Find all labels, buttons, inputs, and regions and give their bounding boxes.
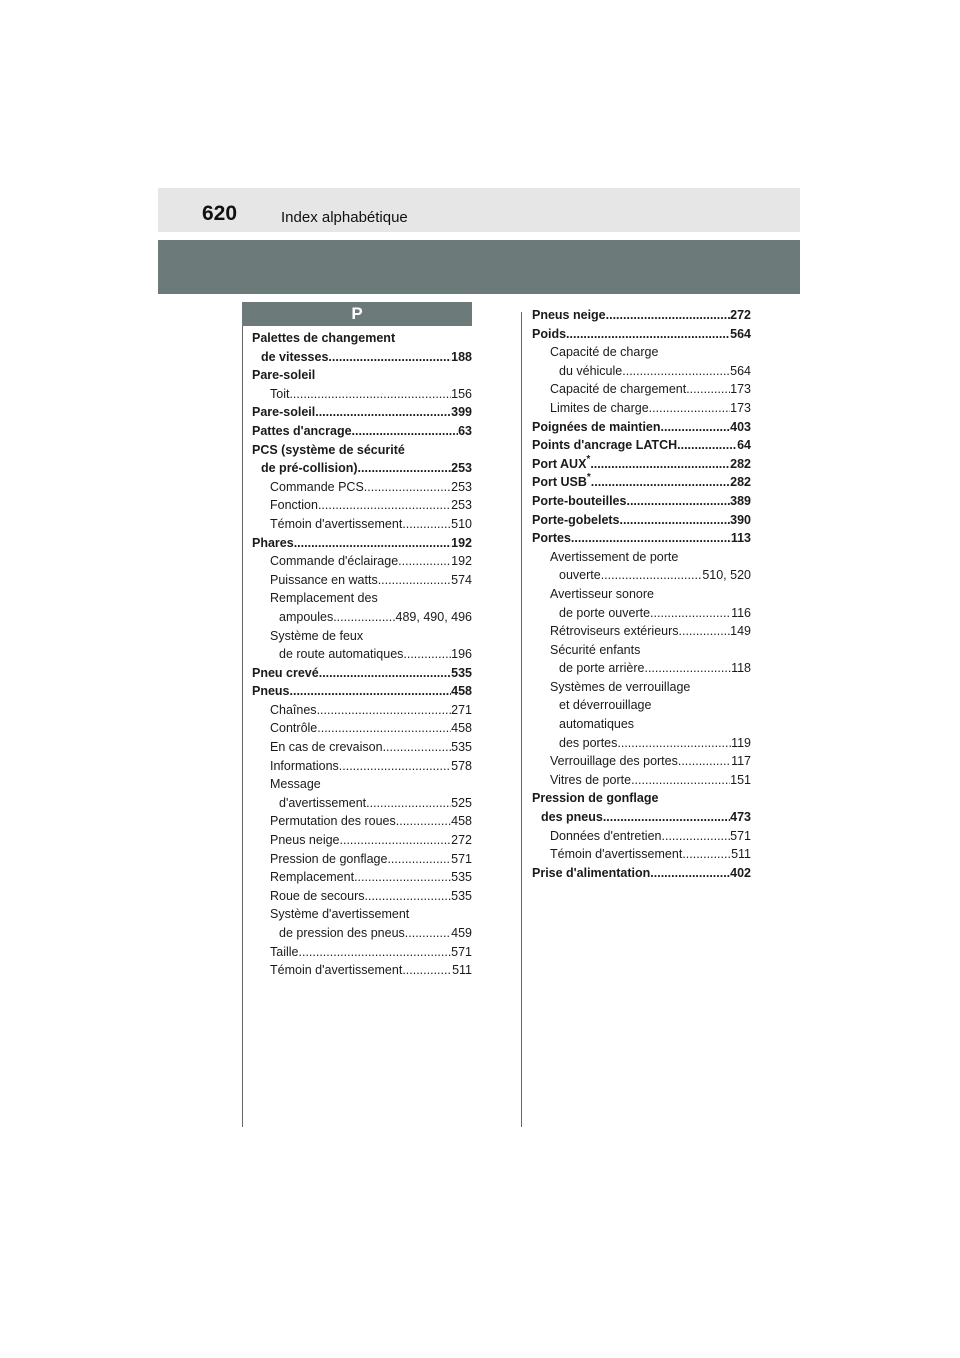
index-entry bbox=[532, 771, 751, 790]
leader-dots bbox=[650, 604, 731, 623]
page-reference: 118 bbox=[731, 661, 751, 676]
page-reference: 473 bbox=[730, 810, 751, 825]
entry-label: Sécurité enfants bbox=[550, 642, 641, 657]
footnote-marker: * bbox=[586, 454, 591, 465]
page-reference: 116 bbox=[731, 605, 751, 620]
page-reference: 525 bbox=[451, 795, 472, 810]
entry-label: Pression de gonflage bbox=[532, 791, 659, 806]
index-entry bbox=[252, 719, 472, 738]
index-entry bbox=[252, 496, 472, 515]
page-reference: 63 bbox=[458, 423, 472, 438]
index-entry bbox=[252, 478, 472, 497]
index-entry bbox=[532, 399, 751, 418]
entry-label: Port AUX* bbox=[532, 454, 591, 471]
index-entry bbox=[252, 682, 472, 701]
page-number: 620 bbox=[202, 202, 238, 225]
page-reference: 173 bbox=[730, 400, 751, 415]
index-entry bbox=[532, 585, 751, 604]
entry-label: Porte-bouteilles bbox=[532, 493, 627, 508]
index-entry bbox=[532, 715, 751, 734]
page-reference: 253 bbox=[451, 479, 472, 494]
page-reference: 535 bbox=[451, 740, 472, 755]
page-reference: 390 bbox=[730, 512, 751, 527]
entry-label: Prise d'alimentation bbox=[532, 865, 651, 880]
leader-dots bbox=[383, 738, 452, 757]
index-entry bbox=[532, 678, 751, 697]
leader-dots bbox=[315, 403, 451, 422]
index-entry bbox=[252, 385, 472, 404]
entry-label: d'avertissement bbox=[279, 795, 367, 810]
entry-label: Capacité de charge bbox=[550, 345, 659, 360]
page-reference: 535 bbox=[451, 665, 472, 680]
leader-dots bbox=[631, 771, 730, 790]
leader-dots bbox=[626, 492, 730, 511]
entry-label: Pattes d'ancrage bbox=[252, 423, 352, 438]
index-entry bbox=[252, 552, 472, 571]
index-entry bbox=[532, 362, 751, 381]
entry-label: Vitres de porte bbox=[550, 772, 632, 787]
page-reference: 574 bbox=[451, 572, 472, 587]
entry-label: Commande d'éclairage bbox=[270, 554, 399, 569]
leader-dots bbox=[590, 455, 730, 474]
page-reference: 173 bbox=[730, 382, 751, 397]
leader-dots bbox=[352, 422, 459, 441]
page-reference: 151 bbox=[730, 772, 751, 787]
index-entry bbox=[252, 627, 472, 646]
leader-dots bbox=[299, 943, 452, 962]
index-entry bbox=[532, 622, 751, 641]
page-reference: 578 bbox=[451, 758, 472, 773]
leader-dots bbox=[328, 348, 451, 367]
entry-label: Système d'avertissement bbox=[270, 907, 410, 922]
index-entry bbox=[252, 459, 472, 478]
entry-label: Avertissement de porte bbox=[550, 549, 679, 564]
index-entry bbox=[532, 659, 751, 678]
entry-label: ampoules bbox=[279, 609, 334, 624]
leader-dots bbox=[662, 827, 731, 846]
entry-label: Toit bbox=[270, 386, 290, 401]
entry-label: Chaînes bbox=[270, 702, 317, 717]
entry-label: Pare-soleil bbox=[252, 405, 316, 420]
leader-dots bbox=[340, 831, 452, 850]
page-reference: 564 bbox=[730, 326, 751, 341]
leader-dots bbox=[686, 380, 730, 399]
index-entry bbox=[532, 492, 751, 511]
page-reference: 402 bbox=[730, 865, 751, 880]
page-reference: 510, 520 bbox=[702, 568, 751, 583]
entry-label: Remplacement des bbox=[270, 591, 378, 606]
index-entry bbox=[532, 306, 751, 325]
page-reference: 511 bbox=[452, 963, 472, 978]
entry-label: Portes bbox=[532, 531, 571, 546]
index-entry bbox=[252, 366, 472, 385]
index-entry bbox=[532, 436, 751, 455]
index-entry bbox=[252, 775, 472, 794]
entry-label: Fonction bbox=[270, 498, 318, 513]
page-reference: 571 bbox=[730, 828, 751, 843]
index-entry bbox=[252, 812, 472, 831]
page-reference: 564 bbox=[730, 363, 751, 378]
leader-dots bbox=[678, 752, 731, 771]
entry-label: Pneus neige bbox=[532, 308, 606, 322]
leader-dots bbox=[403, 645, 451, 664]
index-entry bbox=[252, 403, 472, 422]
entry-label: Témoin d'avertissement bbox=[270, 963, 403, 978]
entry-label: Capacité de chargement bbox=[550, 382, 687, 397]
page-reference: 399 bbox=[451, 405, 472, 420]
leader-dots bbox=[402, 961, 452, 980]
index-entry bbox=[252, 329, 472, 348]
index-entry bbox=[532, 380, 751, 399]
entry-label: de route automatiques bbox=[279, 647, 404, 662]
index-entry bbox=[252, 701, 472, 720]
entry-label: de pression des pneus bbox=[279, 926, 405, 940]
entry-label: Systèmes de verrouillage bbox=[550, 679, 691, 694]
leader-dots bbox=[405, 924, 451, 943]
entry-label: de vitesses bbox=[261, 349, 329, 364]
entry-label: Rétroviseurs extérieurs bbox=[550, 624, 679, 639]
entry-label: Témoin d'avertissement bbox=[550, 847, 683, 862]
leader-dots bbox=[319, 664, 451, 683]
entry-label: Pneu crevé bbox=[252, 665, 319, 680]
index-entry bbox=[252, 664, 472, 683]
entry-label: Points d'ancrage LATCH bbox=[532, 438, 678, 453]
page-reference: 282 bbox=[730, 475, 751, 490]
leader-dots bbox=[677, 436, 737, 455]
leader-dots bbox=[402, 515, 451, 534]
section-letter-header: P bbox=[242, 302, 472, 326]
entry-label: Poignées de maintien bbox=[532, 419, 661, 434]
page-reference: 253 bbox=[451, 498, 472, 513]
page-reference: 459 bbox=[451, 926, 472, 940]
entry-label: ouverte bbox=[559, 568, 601, 583]
leader-dots bbox=[603, 808, 730, 827]
page-reference: 272 bbox=[730, 308, 751, 322]
page-reference: 64 bbox=[737, 438, 751, 453]
index-entry bbox=[252, 589, 472, 608]
index-entry bbox=[532, 548, 751, 567]
entry-label: Phares bbox=[252, 535, 294, 550]
entry-label: Informations bbox=[270, 758, 339, 773]
page-reference: 113 bbox=[730, 531, 751, 546]
index-entry bbox=[252, 757, 472, 776]
page-reference: 188 bbox=[451, 349, 472, 364]
page-reference: 196 bbox=[451, 647, 472, 662]
index-entry bbox=[252, 794, 472, 813]
page-reference: 458 bbox=[451, 684, 472, 699]
leader-dots bbox=[601, 566, 703, 585]
index-entry bbox=[532, 566, 751, 585]
index-entry bbox=[252, 534, 472, 553]
index-entry bbox=[532, 511, 751, 530]
entry-label: Verrouillage des portes bbox=[550, 754, 678, 769]
leader-dots bbox=[318, 496, 451, 515]
page-reference: 571 bbox=[451, 851, 472, 866]
entry-label: Poids bbox=[532, 326, 567, 341]
index-entry bbox=[532, 604, 751, 623]
leader-dots bbox=[644, 659, 731, 678]
leader-dots bbox=[290, 682, 452, 701]
index-entry bbox=[532, 864, 751, 883]
leader-dots bbox=[339, 757, 451, 776]
index-entry bbox=[532, 827, 751, 846]
index-entry bbox=[252, 943, 472, 962]
page-reference: 271 bbox=[451, 702, 472, 717]
page-reference: 156 bbox=[451, 386, 472, 401]
page-reference: 389 bbox=[730, 493, 751, 508]
page-reference: 458 bbox=[451, 814, 472, 829]
index-entry bbox=[252, 887, 472, 906]
index-entry bbox=[252, 348, 472, 367]
index-entry bbox=[532, 455, 751, 474]
index-entry bbox=[252, 571, 472, 590]
leader-dots bbox=[571, 529, 731, 548]
footnote-marker: * bbox=[586, 473, 591, 484]
page-reference: 458 bbox=[451, 721, 472, 736]
entry-label: et déverrouillage bbox=[559, 698, 652, 713]
page-reference: 511 bbox=[731, 847, 751, 862]
entry-label: Pression de gonflage bbox=[270, 851, 388, 866]
entry-label: du véhicule bbox=[559, 363, 623, 378]
leader-dots bbox=[317, 701, 452, 720]
page-reference: 119 bbox=[731, 735, 751, 750]
index-entry bbox=[532, 845, 751, 864]
entry-label: de pré-collision) bbox=[261, 461, 358, 476]
leader-dots bbox=[650, 864, 730, 883]
entry-label: Pneus neige bbox=[270, 833, 340, 848]
index-entry bbox=[532, 808, 751, 827]
leader-dots bbox=[617, 734, 731, 753]
entry-label: Pneus bbox=[252, 684, 290, 699]
leader-dots bbox=[682, 845, 731, 864]
header-bar bbox=[158, 188, 800, 232]
leader-dots bbox=[649, 399, 730, 418]
entry-label: Système de feux bbox=[270, 628, 364, 643]
entry-label: Roue de secours bbox=[270, 888, 365, 903]
page-reference: 192 bbox=[451, 554, 472, 569]
entry-label: des portes bbox=[559, 735, 618, 750]
leader-dots bbox=[365, 887, 452, 906]
page-reference: 272 bbox=[451, 833, 472, 848]
index-entry bbox=[252, 850, 472, 869]
index-entry bbox=[532, 734, 751, 753]
leader-dots bbox=[387, 850, 451, 869]
index-entry bbox=[252, 422, 472, 441]
page-title: Index alphabétique bbox=[281, 209, 408, 226]
leader-dots bbox=[333, 608, 395, 627]
index-entry bbox=[252, 831, 472, 850]
entry-label: Commande PCS bbox=[270, 479, 364, 494]
entry-label: Données d'entretien bbox=[550, 828, 662, 843]
index-entry bbox=[532, 696, 751, 715]
page-reference: 192 bbox=[451, 535, 472, 550]
page-reference: 571 bbox=[451, 944, 472, 959]
entry-label: En cas de crevaison bbox=[270, 740, 383, 755]
leader-dots bbox=[622, 362, 730, 381]
index-column-right bbox=[532, 306, 751, 882]
page-reference: 149 bbox=[730, 624, 751, 639]
index-entry bbox=[532, 752, 751, 771]
index-entry bbox=[532, 641, 751, 660]
index-entry bbox=[532, 789, 751, 808]
leader-dots bbox=[358, 459, 452, 478]
index-entry bbox=[532, 473, 751, 492]
leader-dots bbox=[606, 306, 731, 325]
leader-dots bbox=[366, 794, 451, 813]
leader-dots bbox=[378, 571, 451, 590]
entry-label: Témoin d'avertissement bbox=[270, 516, 403, 531]
leader-dots bbox=[620, 511, 731, 530]
leader-dots bbox=[317, 719, 451, 738]
index-entry bbox=[252, 868, 472, 887]
index-entry bbox=[252, 961, 472, 980]
entry-label: automatiques bbox=[559, 717, 635, 732]
entry-label: PCS (système de sécurité bbox=[252, 442, 405, 457]
index-entry bbox=[532, 418, 751, 437]
page-reference: 403 bbox=[730, 419, 751, 434]
entry-label: Contrôle bbox=[270, 721, 318, 736]
entry-label: Remplacement bbox=[270, 870, 355, 885]
page-reference: 535 bbox=[451, 888, 472, 903]
leader-dots bbox=[591, 473, 730, 492]
entry-label: Puissance en watts bbox=[270, 572, 378, 587]
leader-dots bbox=[294, 534, 451, 553]
leader-dots bbox=[354, 868, 451, 887]
page-reference: 510 bbox=[451, 516, 472, 531]
entry-label: Porte-gobelets bbox=[532, 512, 620, 527]
index-entry bbox=[532, 343, 751, 362]
leader-dots bbox=[679, 622, 731, 641]
index-entry bbox=[252, 515, 472, 534]
entry-label: Avertisseur sonore bbox=[550, 586, 654, 601]
index-entry bbox=[252, 905, 472, 924]
section-band bbox=[158, 240, 800, 294]
page-reference: 535 bbox=[451, 870, 472, 885]
column-rule-left bbox=[242, 326, 243, 1127]
index-entry bbox=[532, 529, 751, 548]
entry-label: de porte arrière bbox=[559, 661, 645, 676]
entry-label: des pneus bbox=[541, 810, 603, 825]
leader-dots bbox=[661, 418, 731, 437]
index-entry bbox=[252, 924, 472, 943]
entry-label: Limites de charge bbox=[550, 400, 649, 415]
entry-label: de porte ouverte bbox=[559, 605, 651, 620]
page-reference: 282 bbox=[730, 456, 751, 471]
entry-label: Port USB* bbox=[532, 473, 591, 490]
entry-label: Message bbox=[270, 777, 321, 792]
leader-dots bbox=[396, 812, 451, 831]
index-column-left bbox=[252, 329, 472, 980]
index-entry bbox=[252, 645, 472, 664]
leader-dots bbox=[289, 385, 451, 404]
index-entry bbox=[252, 441, 472, 460]
entry-label: Palettes de changement bbox=[252, 331, 396, 345]
column-rule-middle bbox=[521, 312, 522, 1127]
page-reference: 117 bbox=[731, 754, 751, 769]
entry-label: Taille bbox=[270, 944, 299, 959]
entry-label: Pare-soleil bbox=[252, 368, 316, 383]
index-entry bbox=[252, 738, 472, 757]
page-reference: 253 bbox=[451, 461, 472, 476]
page-reference: 489, 490, 496 bbox=[395, 609, 472, 624]
index-entry bbox=[252, 608, 472, 627]
leader-dots bbox=[566, 325, 730, 344]
index-entry bbox=[532, 325, 751, 344]
leader-dots bbox=[398, 552, 451, 571]
leader-dots bbox=[364, 478, 451, 497]
entry-label: Permutation des roues bbox=[270, 814, 396, 829]
